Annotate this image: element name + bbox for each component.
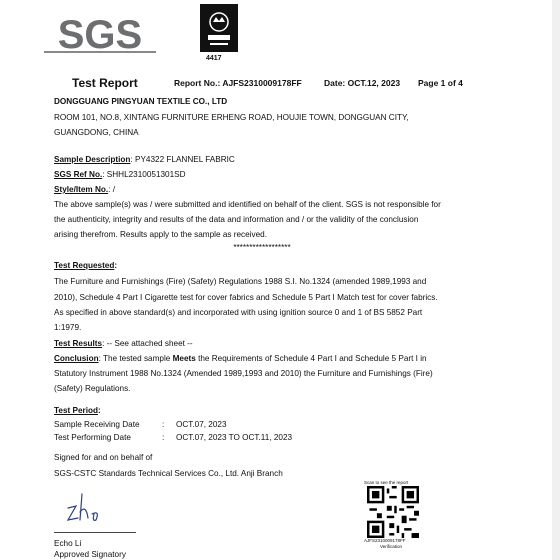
sgs-logo-text: SGS [57,13,143,56]
signing-company: SGS-CSTC Standards Technical Services Co., Ltd. Anji Branch [54,469,283,478]
ukas-mark [200,4,238,52]
signer-name: Echo Li [54,539,82,548]
sample-description-label: Sample Description [54,155,131,164]
qr-verification: Verification [380,544,403,549]
requested-line2: 2010), Schedule 4 Part I Cigarette test for cover fabrics and Schedule 5 Part I Match test for cover fabrics. [54,293,438,302]
report-title: Test Report [72,76,138,90]
conclusion-line3: (Safety) Regulations. [54,384,131,393]
signed-on-behalf: Signed for and on behalf of [54,453,153,462]
receiving-date-label: Sample Receiving Date [54,420,140,429]
client-name: DONGGUANG PINGYUAN TEXTILE CO., LTD [54,97,228,106]
crown-icon [200,4,238,52]
test-period-label: Test Period [54,406,98,415]
client-address-line2: GUANGDONG, CHINA [54,128,139,137]
performing-date-label: Test Performing Date [54,433,131,442]
sample-description-value: : PY4322 FLANNEL FABRIC [130,155,235,164]
qr-caption: Scan to see the report [364,480,409,485]
report-number: Report No.: AJFS2310009178FF [174,78,302,88]
requested-line3: As specified in above standard(s) and incorporated with using ignition source 0 and 1 of BS 5852 Part [54,308,423,317]
test-requested-heading: Test Requested: [54,261,118,270]
conclusion-line1: Conclusion: The tested sample Meets the Requirements of Schedule 4 Part I and Schedule 5 Part I in [54,354,427,363]
sgs-ref [54,167,470,183]
disclaimer-line3: arising therefrom. Results apply to the sample as received. [54,230,267,239]
sample-description [54,152,470,168]
conclusion-line2: Statutory Instrument 1988 No.1324 (Amended 1989,1993 and 2010) the Furniture and Furnishings (Fire) [54,369,433,378]
disclaimer-line2: the authenticity, integrity and results of the data and information and / or the validity of the conclusion [54,215,419,224]
test-period-heading: Test Period: [54,406,101,415]
report-date: Date: OCT.12, 2023 [324,78,401,88]
sgs-ref-label: SGS Ref No. [54,170,103,179]
conclusion-verdict: Meets [172,354,196,363]
requested-line4: 1:1979. [54,323,82,332]
accreditation-number: 4417 [206,55,222,62]
style-item [54,182,470,198]
signer-role: Approved Signatory [54,550,126,559]
signature-line [54,532,136,533]
style-item-label: Style/Item No. [54,185,109,194]
page-edge [552,0,560,560]
sgs-ref-value: : SHHL2310051301SD [102,170,186,179]
qr-code-number: AJFS2310009178FF [364,538,406,543]
qr-code-icon[interactable] [366,486,420,538]
receiving-date-value: OCT.07, 2023 [176,420,227,429]
test-results-label: Test Results [54,339,103,348]
handwritten-signature [62,484,112,524]
separator-stars: ****************** [233,243,291,252]
test-requested-label: Test Requested [54,261,115,270]
client-address-line1: ROOM 101, NO.8, XINTANG FURNITURE ERHENG ROAD, HOUJIE TOWN, DONGGUAN CITY, [54,113,409,122]
performing-date-value: OCT.07, 2023 TO OCT.11, 2023 [176,433,293,442]
test-results [54,336,470,352]
sgs-logo [44,8,156,56]
conclusion-label: Conclusion [54,354,99,363]
style-item-value: : / [108,185,115,194]
page-number: Page 1 of 4 [418,78,463,88]
test-results-value: : -- See attached sheet -- [102,339,193,348]
requested-line1: The Furniture and Furnishings (Fire) (Safety) Regulations 1988 S.I. No.1324 (amended 1989,1993 and [54,277,427,286]
disclaimer-line1: The above sample(s) was / were submitted and identified on behalf of the client. SGS is not responsible for [54,200,441,209]
